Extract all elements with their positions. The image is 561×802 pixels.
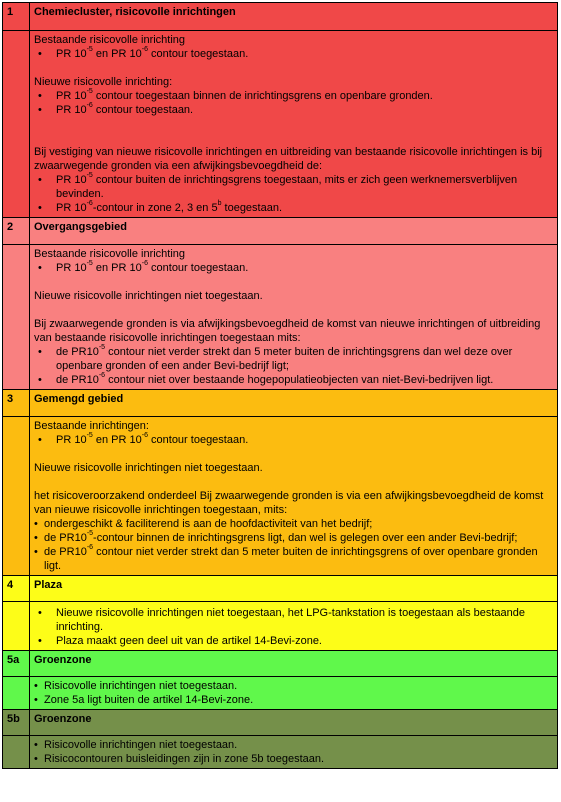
zone-3-header-row — [3, 390, 558, 417]
list-item: • de $PR10^{-6}$ contour niet verder strekt dan 5 meter buiten de inrichtingsgrens of over openbare gronden ligt. — [34, 545, 553, 573]
new-line: Nieuwe risicovolle inrichtingen niet toegestaan. — [34, 290, 263, 302]
list-item: • PR $10^{-5}$ contour toegestaan binnen de inrichtingsgrens en openbare gronden. — [34, 89, 553, 103]
list-item: • de $PR10^{-6}$ contour niet over bestaande hogepopulatieobjecten van niet-Bevi-bedrijven ligt. — [34, 373, 553, 387]
zone-2-header-row — [3, 218, 558, 245]
zone-number: 5a — [3, 651, 30, 677]
zone-4-description — [30, 602, 558, 651]
list-item: • PR $10^{-5}$ en PR $10^{-6}$ contour toegestaan. — [34, 261, 553, 275]
zone-number: 3 — [3, 390, 30, 417]
zone-number: 5b — [3, 710, 30, 736]
new-heading: Nieuwe risicovolle inrichting: — [34, 76, 173, 88]
zone-1-header-row — [3, 3, 558, 31]
list-item: • ondergeschikt & faciliterend is aan de hoofdactiviteit van het bedrijf; — [34, 517, 553, 531]
zone-number: 2 — [3, 218, 30, 245]
zone-table — [2, 2, 558, 769]
zone-title: Overgangsgebied — [30, 218, 558, 245]
existing-heading: Bestaande risicovolle inrichting — [34, 34, 186, 46]
existing-heading: Bestaande inrichtingen: — [34, 420, 149, 432]
zone-5a-header-row — [3, 651, 558, 677]
zone-2-body-row — [3, 245, 558, 390]
zone-paragraph: Bij zwaarwegende gronden is via afwijkingsbevoegdheid de komst van nieuwe inrichtingen of uitbreiding van bestaande risicovolle inrichtingen toegestaan mits: — [34, 318, 541, 344]
zone-title: Chemiecluster, risicovolle inrichtingen — [30, 3, 558, 31]
zone-paragraph: Bij vestiging van nieuwe risicovolle inrichtingen en uitbreiding van bestaande risicovolle inrichtingen is bij zwaarwegende gronden via een afwijkingsbevoegdheid de: — [34, 146, 543, 172]
list-item: • de $PR10^{-5}$-contour binnen de inrichtingsgrens ligt, dan wel is gelegen over een ander Bevi-bedrijf; — [34, 531, 553, 545]
list-item: • Risicocontouren buisleidingen zijn in zone 5b toegestaan. — [34, 752, 553, 766]
zone-title: Groenzone — [30, 651, 558, 677]
zone-1-description — [30, 31, 558, 218]
zone-number: 4 — [3, 576, 30, 602]
zone-5a-description — [30, 677, 558, 710]
list-item: • Zone 5a ligt buiten de artikel 14-Bevi-zone. — [34, 693, 553, 707]
list-item: • PR $10^{-6}$ contour toegestaan. — [34, 103, 553, 117]
zone-paragraph: het risicoveroorzakend onderdeel Bij zwaarwegende gronden is via een afwijkingsbevoegdheid de komst van nieuwe risicovolle inrichtingen toegestaan, mits: — [34, 490, 544, 516]
zone-4-body-row — [3, 602, 558, 651]
new-line: Nieuwe risicovolle inrichtingen niet toegestaan. — [34, 462, 263, 474]
list-item: • de $PR10^{-5}$ contour niet verder strekt dan 5 meter buiten de inrichtingsgrens dan wel deze over openbare gronden of een ander Bevi-bedrijf ligt; — [34, 345, 553, 373]
zone-number: 1 — [3, 3, 30, 31]
list-item: • PR $10^{-6}$-contour in zone 2, 3 en 5$^b$ toegestaan. — [34, 201, 553, 215]
list-item: • PR $10^{-5}$ en PR $10^{-6}$ contour toegestaan. — [34, 433, 553, 447]
zone-3-body-row — [3, 417, 558, 576]
zone-title: Plaza — [30, 576, 558, 602]
zone-5b-header-row — [3, 710, 558, 736]
zone-1-body-row — [3, 31, 558, 218]
zone-5b-body-row — [3, 736, 558, 769]
existing-heading: Bestaande risicovolle inrichting — [34, 248, 186, 260]
list-item: • PR $10^{-5}$ contour buiten de inrichtingsgrens toegestaan, mits er zich geen werknemersverblijven bevinden. — [34, 173, 553, 201]
list-item: • Risicovolle inrichtingen niet toegestaan. — [34, 738, 553, 752]
list-item: • Plaza maakt geen deel uit van de artikel 14-Bevi-zone. — [34, 634, 553, 648]
list-item: • PR $10^{-5}$ en PR $10^{-6}$ contour toegestaan. — [34, 47, 553, 61]
zone-5a-body-row — [3, 677, 558, 710]
zone-title: Groenzone — [30, 710, 558, 736]
zone-5b-description — [30, 736, 558, 769]
zone-title: Gemengd gebied — [30, 390, 558, 417]
zone-3-description — [30, 417, 558, 576]
list-item: • Risicovolle inrichtingen niet toegestaan. — [34, 679, 553, 693]
zone-2-description — [30, 245, 558, 390]
list-item: • Nieuwe risicovolle inrichtingen niet toegestaan, het LPG-tankstation is toegestaan als bestaande inrichting. — [34, 606, 553, 634]
zone-4-header-row — [3, 576, 558, 602]
